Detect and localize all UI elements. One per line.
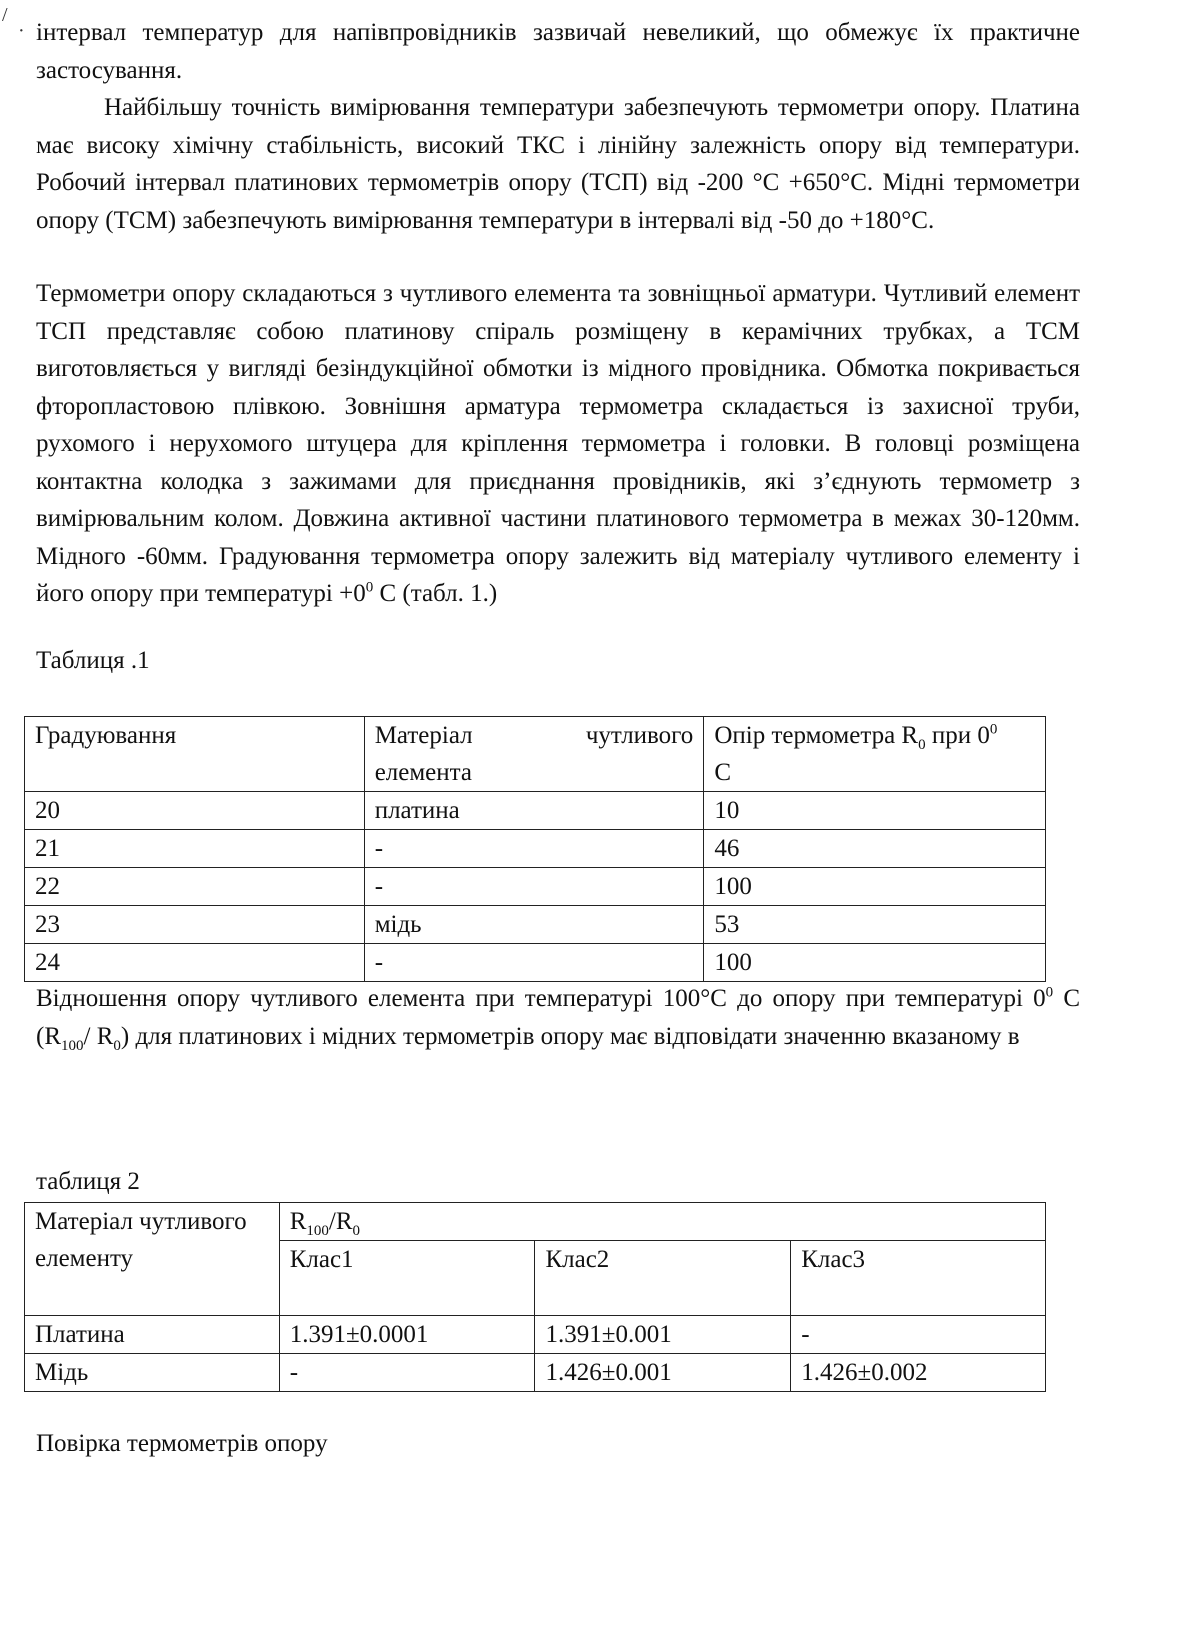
header-resistance-line1: [714, 717, 1035, 754]
header-ratio: [279, 1203, 1045, 1241]
ratio-text-a: Відношення опору чутливого елемента при температурі 100°C до опору при температурі 0: [36, 985, 1046, 1012]
header-resistance-sup: 0: [989, 721, 998, 738]
header-ratio-slash: /R: [328, 1208, 353, 1235]
header-resistance-unit: C: [714, 759, 731, 786]
table-row: [25, 792, 1046, 830]
header-material-line1: [375, 717, 694, 754]
scan-dot: ·: [18, 20, 25, 42]
ratio-sub-100: 100: [61, 1037, 84, 1054]
header-material-word2: чутливого: [585, 722, 694, 749]
section-heading: Повірка термометрів опору: [36, 1430, 328, 1457]
table2-caption: таблиця 2: [36, 1168, 140, 1195]
cell-class-1: 1.391±0.0001: [279, 1316, 535, 1354]
cell-class-3: -: [791, 1316, 1046, 1354]
cell-graduation: 22: [25, 868, 365, 906]
header-material: [364, 717, 704, 792]
table-row: [25, 1316, 1046, 1354]
cell-resistance: 100: [704, 868, 1046, 906]
cell-material: Мідь: [25, 1354, 280, 1392]
cell-graduation: 23: [25, 906, 365, 944]
cell-resistance: 46: [704, 830, 1046, 868]
cell-material: Платина: [25, 1316, 280, 1354]
paragraph-ratio: [36, 980, 1080, 1055]
header-material-line2: елемента: [374, 759, 472, 786]
table-reference: C (табл. 1.): [373, 580, 498, 607]
table-row: [25, 944, 1046, 982]
cell-class-2: 1.426±0.001: [535, 1354, 791, 1392]
header-class-2: Клас2: [535, 1241, 791, 1316]
table-row: [25, 1354, 1046, 1392]
header-material-word1: Матеріал: [374, 722, 473, 749]
table-header-row: [25, 717, 1046, 792]
cell-class-2: 1.391±0.001: [535, 1316, 791, 1354]
ratio-degree-sup: 0: [1045, 984, 1054, 1001]
header-ratio-r: R: [289, 1208, 307, 1235]
cell-material: -: [364, 868, 704, 906]
header-resistance: [704, 717, 1046, 792]
cell-material: -: [364, 830, 704, 868]
header-resistance-sub: 0: [918, 737, 926, 753]
cell-resistance: 10: [704, 792, 1046, 830]
paragraph-construction-text: Термометри опору складаються з чутливого елемента та зовніщньої арматури. Чутливий елемент ТСП представляє собою платинову спіраль розміщену в керамічних трубках, а ТСМ виготовляється у вигляді безіндукційної обмотки із мідного провідника. Обмотка покривається фторопластовою плівкою. Зовнішня арматура термометра складається із захисної труби, рухомого і нерухомого штуцера для кріплення термометра і головки. В головці розміщена контактна колодка з зажимами для приєднання провідників, які з’єднують термометр з вимірювальним колом. Довжина активної частини платинового термометра в межах 30-120мм. Мідного -60мм. Градуювання термометра опору залежить від матеріалу чутливого елементу і його опору при температурі +0: [36, 280, 1080, 607]
header-sensing-material: Матеріал чутливого елементу: [25, 1203, 280, 1316]
header-class-1: Клас1: [279, 1241, 535, 1316]
ratio-text-b: C (R: [36, 985, 1080, 1050]
header-resistance-text: Опір термометра R: [714, 722, 919, 749]
cell-resistance: 53: [704, 906, 1046, 944]
ratio-text-d: ) для платинових і мідних термометрів опору має відповідати значенню вказаному в: [120, 1022, 1020, 1050]
header-ratio-sub-100: 100: [306, 1223, 329, 1239]
header-ratio-sub-0: 0: [352, 1223, 361, 1239]
header-graduation: Градуювання: [25, 717, 365, 792]
cell-material: мідь: [364, 906, 704, 944]
table2-header-row: [25, 1203, 1046, 1241]
ratio-table: [24, 1202, 1046, 1392]
cell-material: -: [364, 944, 704, 982]
table-row: [25, 868, 1046, 906]
cell-resistance: 100: [704, 944, 1046, 982]
table-row: [25, 830, 1046, 868]
cell-class-1: -: [279, 1354, 535, 1392]
cell-material: платина: [364, 792, 704, 830]
graduation-table: [24, 716, 1046, 982]
ratio-sub-0: 0: [113, 1037, 121, 1054]
paragraph-accuracy: Найбільшу точність вимірювання температури забезпечують термометри опору. Платина має високу хімічну стабільність, високий ТКС і лінійну залежність опору від температури. Робочий інтервал платинових термометрів опору (ТСП) від -200 °C +650°C. Мідні термометри опору (ТСМ) забезпечують вимірювання температури в інтервалі від -50 до +180°C.: [36, 94, 1080, 234]
header-class-3: Клас3: [791, 1241, 1046, 1316]
scan-mark: /: [2, 4, 8, 26]
header-resistance-temp: при 0: [925, 722, 990, 749]
table-row: [25, 906, 1046, 944]
cell-graduation: 21: [25, 830, 365, 868]
degree-superscript: 0: [365, 579, 374, 596]
cell-graduation: 20: [25, 792, 365, 830]
cell-class-3: 1.426±0.002: [791, 1354, 1046, 1392]
ratio-text-c: / R: [83, 1022, 114, 1050]
table1-caption: Таблиця .1: [36, 647, 150, 674]
paragraph-intro: інтервал температур для напівпровідників зазвичай невеликий, що обмежує їх практичне застосування.: [36, 19, 1080, 84]
cell-graduation: 24: [25, 944, 365, 982]
paragraph-construction: [36, 275, 1080, 613]
